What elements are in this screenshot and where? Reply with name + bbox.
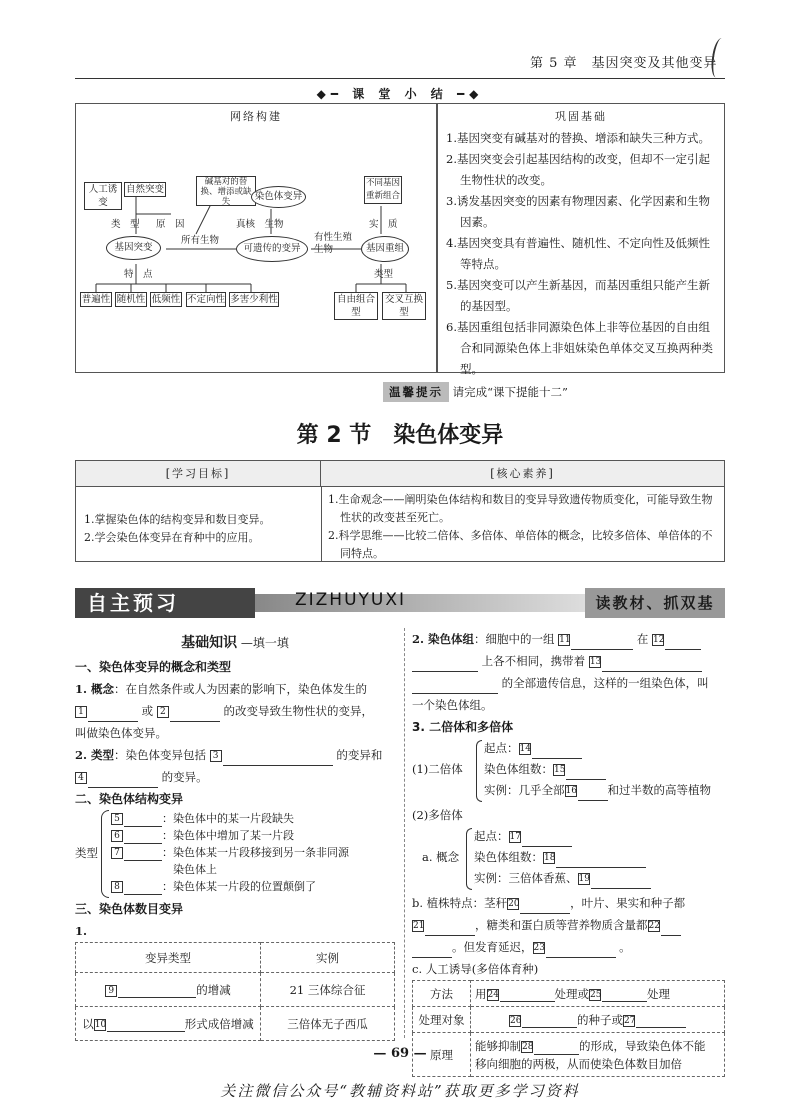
concept-label: a. 概念 [422,850,460,864]
label-essence: 实 质 [369,219,398,230]
list-item: 1.生命观念——阐明染色体结构和数目的变异导致遗传物质变化，可能导致生物性状的改变甚至死亡。 [328,493,713,524]
concept-paragraph: 1. 概念：在自然条件或人为因素的影响下，染色体发生的 1 或 2 的改变导致生物性状的变异， 叫做染色体变异。 [75,682,373,740]
struct-list: 5 ：染色体中的某一片段缺失 6 ：染色体中增加了某一片段 7 ：染色体某一片段移接到另一条非同源 染色体上 8 ：染色体某一片段的位置颠倒了 [111,810,349,895]
node-free: 自由组合型 [334,292,378,320]
number-variation-table [75,942,395,1041]
goals-table [75,460,725,562]
column-divider [404,628,405,1038]
blank-22[interactable] [661,922,681,936]
table-header: 变异类型 [76,943,261,973]
poly-concept-block: a. 概念 起点：17 染色体组数：18 实例：三倍体香蕉、19 [412,826,725,892]
node-cross: 交叉互换型 [382,292,426,320]
brace-icon [466,828,472,890]
item-1: 1. [75,924,88,938]
brace-icon [476,740,482,802]
list-item: 6.基因重组包括非同源染色体上非等位基因的自由组合和同源染色体上非姐妹染色单体交叉互换两种类型。 [446,320,713,376]
arrow-right-icon: ━◆ [456,87,484,101]
right-column [412,628,725,1077]
group-paragraph: 2. 染色体组：细胞中的一组 11 在 12 上各不相同，携带着 13 的全部遗传信息，这样的一组染色体，叫 一个染色体组。 [412,632,709,712]
list-item: 4.基因突变具有普遍性、随机性、不定向性及低频性等特点。 [446,236,710,271]
blank-9[interactable] [118,984,196,998]
node-natural: 自然突变 [125,184,164,195]
heading-3: 三、染色体数目变异 [75,902,184,916]
tip-text: 请完成“课下提能十二” [452,385,568,399]
table-row: 以10 形式成倍增减 三倍体无子西瓜 [76,1007,395,1041]
blank-24[interactable] [500,988,555,1002]
list-item: 1.掌握染色体的结构变异和数目变异。 [84,513,271,526]
blank-1[interactable] [88,708,138,722]
goals-head: [学习目标] [76,461,321,487]
network-box [75,103,437,373]
blank-4[interactable] [88,774,158,788]
label-all: 所有生物 [181,235,220,246]
blank-5[interactable] [124,815,162,827]
heading-2: 二、染色体结构变异 [75,792,184,806]
struct-types [75,810,395,898]
induce-label: c. 人工诱导(多倍体育种) [412,962,539,976]
node-nondirect: 不定向性 [187,294,226,305]
blank-6[interactable] [124,832,162,844]
blank-14[interactable] [532,745,582,759]
basics-heading: 基础知识 —填一填 [181,635,289,651]
header-ornament [709,37,728,79]
blank-23[interactable] [546,944,616,958]
blank-17[interactable] [522,833,572,847]
blank-27[interactable] [636,1014,686,1028]
blank-21[interactable] [425,922,475,936]
label-sexual: 有性生殖生物 [314,232,353,255]
list-item: 5.基因突变可以产生新基因，而基因重组只能产生新的基因型。 [446,278,710,313]
footer-note: 关注微信公众号“教辅资料站”获取更多学习资料 [220,1082,580,1100]
label-feature: 特 点 [124,269,153,280]
plant-feature: b. 植株特点：茎秆20 ，叶片、果实和种子都 21 ，糖类和蛋白质等营养物质含量都22 。但发育延迟，23 。 [412,892,725,958]
core-head: [核心素养] [321,461,724,487]
blank-2[interactable] [170,708,220,722]
section-title: 第 2 节 染色体变异 [296,423,504,448]
blank-10[interactable] [107,1018,185,1032]
blank-25[interactable] [602,988,647,1002]
tip-tag: 温馨提示 [383,382,449,402]
node-change: 碱基对的替换、增添或缺失 [196,176,256,206]
blank-3[interactable] [223,752,333,766]
table-row: 处理对象 26 的种子或27 [413,1007,725,1033]
blank-8[interactable] [124,883,162,895]
node-mutation: 基因突变 [106,236,161,260]
node-universal: 普遍性 [81,294,111,305]
label-euk: 真核 生物 [236,219,284,230]
node-recomb: 基因重组 [361,236,409,262]
heading-1: 一、染色体变异的概念和类型 [75,660,232,674]
blank-26[interactable] [522,1014,577,1028]
blank-12[interactable] [665,636,701,650]
concept-diagram [76,124,436,364]
list-item: 3.诱发基因突变的因素有物理因素、化学因素和生物因素。 [446,194,710,229]
diploid-block: (1)二倍体 起点：14 染色体组数：15 实例：几乎全部16 和过半数的高等植物 [412,738,725,804]
summary-title: ◆━ 课 堂 小 结 ━◆ [316,87,484,101]
list-item: 2.学会染色体变异在育种中的应用。 [84,531,260,544]
page-number: — 69 — [373,1046,427,1061]
table-row: 原理 能够抑制28 的形成，导致染色体不能 移向细胞的两极，从而使染色体数目加倍 [413,1033,725,1077]
core-list [328,491,720,563]
banner-left: 自主预习 [75,588,255,618]
consolidate-box [437,103,725,376]
node-random: 随机性 [116,294,146,305]
consolidate-heading: 巩固基础 [555,110,607,123]
node-notsame: 不同基因重新组合 [364,176,402,204]
tip-bar [383,382,725,404]
diploid-label: (1)二倍体 [412,762,463,776]
list-item: 2.科学思维——比较二倍体、多倍体、单倍体的概念，比较多倍体、单倍体的不同特点。 [328,529,713,560]
node-lowfreq: 低频性 [151,294,181,305]
list-item: 2.基因突变会引起基因结构的改变，但却不一定引起生物性状的改变。 [446,152,710,187]
label-type: 类 型 [111,219,140,230]
blank-11[interactable] [571,636,633,650]
node-artificial: 人工诱变 [84,182,122,210]
heading-diploid: 3. 二倍体和多倍体 [412,720,514,734]
blank-7[interactable] [124,849,162,861]
blank-16[interactable] [578,787,608,801]
node-chromosome: 染色体变异 [251,186,306,208]
table-row: 方法 用24 处理或25 处理 [413,981,725,1007]
banner-pinyin: ZIZHUYUXI [295,590,407,610]
chapter-header: 第 5 章 基因突变及其他变异 [530,56,718,71]
brace-icon [101,810,109,898]
list-item: 1.基因突变有碱基对的替换、增添和缺失三种方式。 [446,131,710,145]
header-divider [75,78,725,79]
type-paragraph: 2. 类型：染色体变异包括 3 的变异和 4 的变异。 [75,744,395,788]
blank-19[interactable] [591,875,651,889]
consolidate-list [438,124,724,380]
struct-type-label: 类型 [75,846,98,860]
goals-list [84,511,316,547]
table-header: 实例 [261,943,395,973]
blank-13[interactable] [602,658,702,672]
induction-table [412,980,725,1077]
node-harmful: 多害少利性 [230,294,278,305]
blank-20[interactable] [520,900,570,914]
label-reason: 原 因 [156,219,185,230]
poly-label: (2)多倍体 [412,808,463,822]
section-banner [75,588,725,618]
label-type2: 类型 [374,269,394,280]
node-heritable: 可遗传的变异 [236,236,308,262]
network-heading: 网络构建 [230,110,282,123]
arrow-left-icon: ◆━ [316,87,344,101]
blank-15[interactable] [566,766,606,780]
blank-18[interactable] [556,854,646,868]
left-column [75,632,395,1041]
table-row: 9 的增减 21 三体综合征 [76,973,395,1007]
goals-divider [321,487,322,561]
banner-right: 读教材、抓双基 [585,588,725,618]
